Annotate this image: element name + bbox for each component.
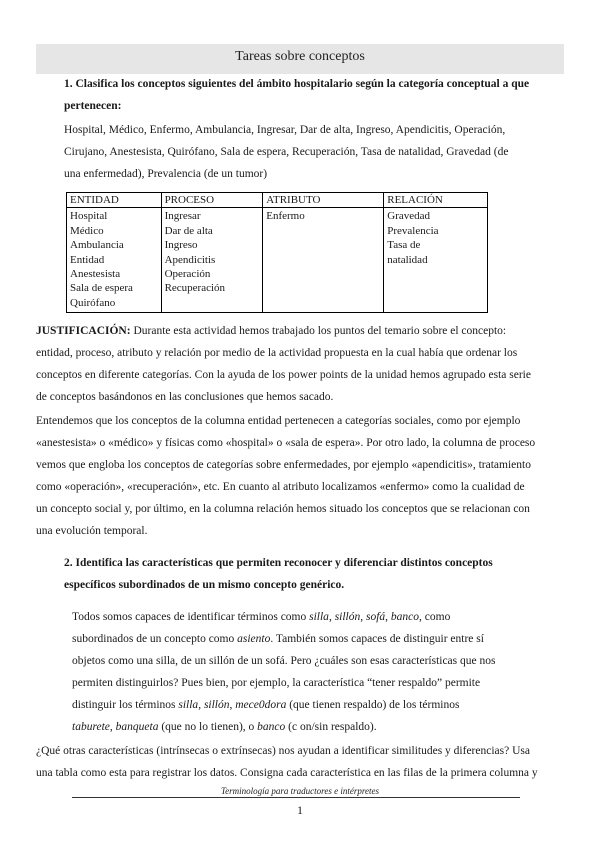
table-header-row <box>67 193 488 208</box>
footer-text: Terminología para traductores e intérpretes <box>221 786 379 796</box>
page-title: Tareas sobre conceptos <box>235 49 365 64</box>
table-row <box>67 208 488 313</box>
quote-term: banqueta <box>115 721 159 733</box>
table-cell-word: Tasa <box>387 239 408 252</box>
question-1 <box>64 73 564 117</box>
table-cell-item: Gravedad <box>387 210 431 223</box>
quote-text: Todos somos capaces de identificar términos como <box>72 611 310 623</box>
question-1-line: pertenecen: <box>64 100 122 112</box>
quote-term: sillón <box>203 699 230 711</box>
question-2-line: 2. Identifica las características que permiten reconocer y diferenciar distintos conceptos <box>64 557 493 569</box>
header-proceso: PROCESO <box>161 193 263 208</box>
quote-term: taburete <box>72 721 110 733</box>
quote-text: (que no lo tienen), o <box>158 721 258 733</box>
quote-term: sillón <box>334 611 361 623</box>
paragraph-line: Entendemos que los conceptos de la columna entidad pertenecen a categorías sociales, como por ejemplo <box>36 415 521 427</box>
quote-term: silla <box>178 699 199 711</box>
paragraph-line: entidad, proceso, atributo y relación por medio de la actividad propuesta en la cual había que ordenar los <box>36 347 518 359</box>
concept-list-line: Cirujano, Anestesista, Quirófano, Sala de espera, Recuperación, Tasa de natalidad, Gravedad (de <box>64 146 509 158</box>
quote-line: objetos como una silla, de un sillón de un sofá. Pero ¿cuáles son esas características que nos <box>72 655 496 667</box>
cell-proceso <box>161 208 263 313</box>
quote-term: silla <box>309 611 329 623</box>
paragraph-line: como «operación», «recuperación», etc. En cuanto al atributo localizamos «enfermo» como la cualidad de <box>36 481 525 493</box>
quote-text: (que tienen respaldo) de los términos <box>286 699 460 711</box>
quote-text: , <box>385 611 391 623</box>
table-cell-word: de <box>410 239 421 252</box>
quote-text: (c on/sin respaldo). <box>285 721 377 733</box>
header-entidad: ENTIDAD <box>67 193 162 208</box>
quote-line <box>72 716 550 738</box>
quote-line <box>72 606 550 628</box>
quote-text: . También somos capaces de distinguir entre sí <box>270 633 484 645</box>
quote-text: , como <box>419 611 451 623</box>
paragraph-line: un concepto social y, por último, en la columna relación hemos situado los conceptos que se relacionan con <box>36 503 530 515</box>
table-cell-item: Prevalencia <box>387 224 439 237</box>
quote-line: permiten distinguirlos? Pues bien, por ejemplo, la característica “tener respaldo” permite <box>72 677 481 689</box>
question-2 <box>64 552 564 596</box>
quote-term: mece0dora <box>235 699 287 711</box>
paragraph-line: una tabla como esta para registrar los datos. Consigna cada característica en las filas de la primera columna y <box>36 767 538 779</box>
paragraph-line: de conceptos basándonos en las conclusiones que hemos sacado. <box>36 391 334 403</box>
concept-list-line: Hospital, Médico, Enfermo, Ambulancia, Ingresar, Dar de alta, Ingreso, Apendicitis, Operación, <box>64 124 506 136</box>
paragraph-text: Durante esta actividad hemos trabajado los puntos del temario sobre el concepto: <box>130 325 507 337</box>
entendemos-paragraph <box>36 410 564 542</box>
concept-list-line: una enfermedad), Prevalencia (de un tumor) <box>64 168 268 180</box>
header-atributo: ATRIBUTO <box>263 193 384 208</box>
table-cell-item: Enfermo <box>266 210 305 223</box>
cell-entidad <box>67 208 162 313</box>
title-bar <box>36 44 564 74</box>
quote-text: subordinados de un concepto como <box>72 633 238 645</box>
quote-term: banco <box>390 611 420 623</box>
header-relacion: RELACIÓN <box>384 193 488 208</box>
paragraph-line: «anestesista» o «médico» y físicas como «hospital» o «sala de espera». Por otro lado, la columna de proceso <box>36 437 536 449</box>
cell-relacion <box>384 208 488 313</box>
quote-text: distinguir los términos <box>72 699 179 711</box>
paragraph-line: ¿Qué otras características (intrínsecas o extrínsecas) nos ayudan a identificar similitudes y diferencias? Usa <box>36 745 530 757</box>
quote-text: , <box>198 699 204 711</box>
quote-term: sofá <box>366 611 386 623</box>
table-cell-item: Operación <box>164 268 211 281</box>
cell-atributo <box>263 208 384 313</box>
quote-text: , <box>360 611 366 623</box>
table-cell-item: natalidad <box>387 253 428 266</box>
justificacion-paragraph <box>36 320 564 408</box>
question-2-line: específicos subordinados de un mismo concepto genérico. <box>64 579 345 591</box>
quote-line <box>72 694 550 716</box>
table-cell-item: Anestesista <box>70 268 121 281</box>
table-cell-item: Ingreso <box>164 239 198 252</box>
table-cell-item <box>387 238 484 252</box>
paragraph-line: vemos que engloba los conceptos de categorías sobre enfermedades, por ejemplo «apendicitis», tratamiento <box>36 459 531 471</box>
quote-text: , <box>229 699 236 711</box>
concept-list <box>64 119 564 185</box>
category-table <box>66 192 488 313</box>
justificacion-label: JUSTIFICACIÓN: <box>36 325 131 337</box>
footer-divider <box>72 797 520 798</box>
table-cell-item: Recuperación <box>164 282 226 295</box>
paragraph-line: una evolución temporal. <box>36 525 148 537</box>
table-cell-item: Ambulancia <box>70 239 124 252</box>
quote-text: , <box>109 721 116 733</box>
paragraph-line <box>36 320 564 342</box>
table-cell-item: Sala de espera <box>70 282 133 295</box>
table-cell-item: Ingresar <box>164 210 201 223</box>
quote-line <box>72 628 550 650</box>
quote-term: asiento <box>237 633 271 645</box>
question-1-line: 1. Clasifica los conceptos siguientes del ámbito hospitalario según la categoría conceptual a que <box>64 78 530 90</box>
table-cell-item: Apendicitis <box>164 253 216 266</box>
page-number: 1 <box>297 803 303 817</box>
paragraph-line: conceptos en diferente categorías. Con la ayuda de los power points de la unidad hemos agrupado esta serie <box>36 369 531 381</box>
table-cell-item: Quirófano <box>70 296 116 309</box>
table-cell-item: Médico <box>70 224 104 237</box>
quote-block <box>72 606 550 738</box>
table-cell-item: Hospital <box>70 210 108 223</box>
table-cell-item: Entidad <box>70 253 105 266</box>
closing-paragraph <box>36 740 564 784</box>
quote-term: banco <box>257 721 286 733</box>
table-cell-item: Dar de alta <box>164 224 213 237</box>
quote-text: , <box>328 611 335 623</box>
